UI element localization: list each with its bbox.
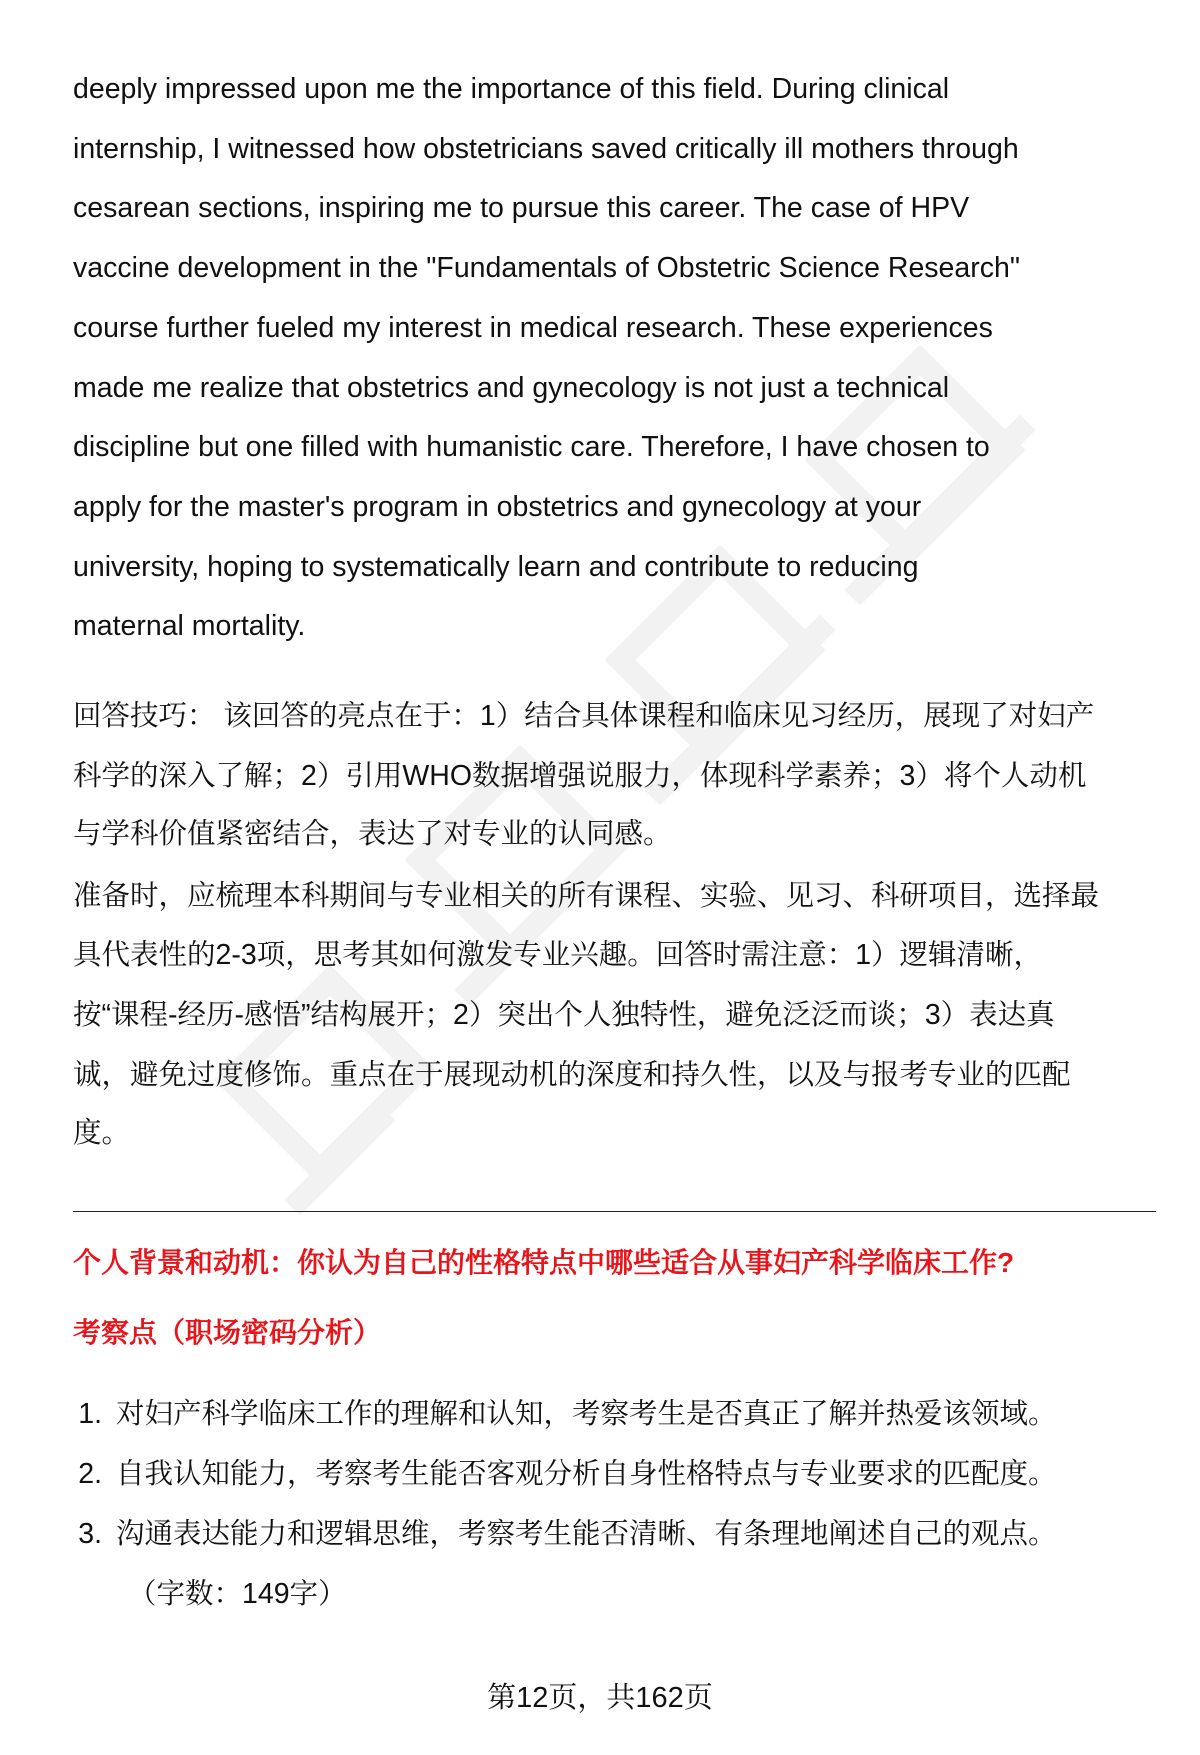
answer-line: internship, I witnessed how obstetricians saved critically ill mothers through	[73, 133, 1019, 165]
answer-line: cesarean sections, inspiring me to pursue this career. The case of HPV	[73, 192, 970, 224]
divider	[73, 1211, 1156, 1212]
list-item	[60, 1514, 1057, 1554]
tips-line: 与学科价值紧密结合，表达了对专业的认同感。	[73, 818, 672, 850]
list-number: 1.	[78, 1398, 102, 1430]
answer-line: university, hoping to systematically learn and contribute to reducing	[73, 551, 919, 583]
word-count: （字数：149字）	[128, 1578, 347, 1610]
page-footer: 第12页，共162页	[487, 1682, 713, 1714]
tips-line: 回答技巧： 该回答的亮点在于：1）结合具体课程和临床见习经历，展现了对妇产	[73, 700, 1095, 732]
prep-line: 具代表性的2-3项，思考其如何激发专业兴趣。回答时需注意：1）逻辑清晰，	[73, 939, 1043, 971]
list-item	[60, 1454, 1057, 1494]
list-text: 对妇产科学临床工作的理解和认知，考察考生是否真正了解并热爱该领域。	[116, 1398, 1057, 1430]
prep-line: 度。	[73, 1117, 131, 1149]
answer-line: maternal mortality.	[73, 610, 306, 642]
assessment-heading: 考察点（职场密码分析）	[73, 1317, 382, 1348]
prep-line: 准备时，应梳理本科期间与专业相关的所有课程、实验、见习、科研项目，选择最	[73, 880, 1100, 912]
list-text: 沟通表达能力和逻辑思维，考察考生能否清晰、有条理地阐述自己的观点。	[116, 1518, 1057, 1550]
answer-line: made me realize that obstetrics and gynecology is not just a technical	[73, 372, 950, 404]
question-title: 个人背景和动机：你认为自己的性格特点中哪些适合从事妇产科学临床工作?	[73, 1247, 1015, 1278]
answer-line: course further fueled my interest in medical research. These experiences	[73, 312, 993, 344]
answer-line: vaccine development in the "Fundamentals of Obstetric Science Research"	[73, 252, 1020, 284]
prep-line: 诚，避免过度修饰。重点在于展现动机的深度和持久性，以及与报考专业的匹配	[73, 1059, 1071, 1091]
answer-line: deeply impressed upon me the importance of this field. During clinical	[73, 73, 950, 105]
prep-line: 按“课程-经历-感悟”结构展开；2）突出个人独特性，避免泛泛而谈；3）表达真	[73, 999, 1055, 1031]
list-number: 3.	[78, 1518, 102, 1550]
tips-line: 科学的深入了解；2）引用WHO数据增强说服力，体现科学素养；3）将个人动机	[73, 760, 1087, 792]
list-text: 自我认知能力，考察考生能否客观分析自身性格特点与专业要求的匹配度。	[116, 1458, 1057, 1490]
list-item	[60, 1394, 1057, 1434]
list-number: 2.	[78, 1458, 102, 1490]
answer-line: discipline but one filled with humanistic care. Therefore, I have chosen to	[73, 431, 990, 463]
answer-line: apply for the master's program in obstetrics and gynecology at your	[73, 491, 922, 523]
